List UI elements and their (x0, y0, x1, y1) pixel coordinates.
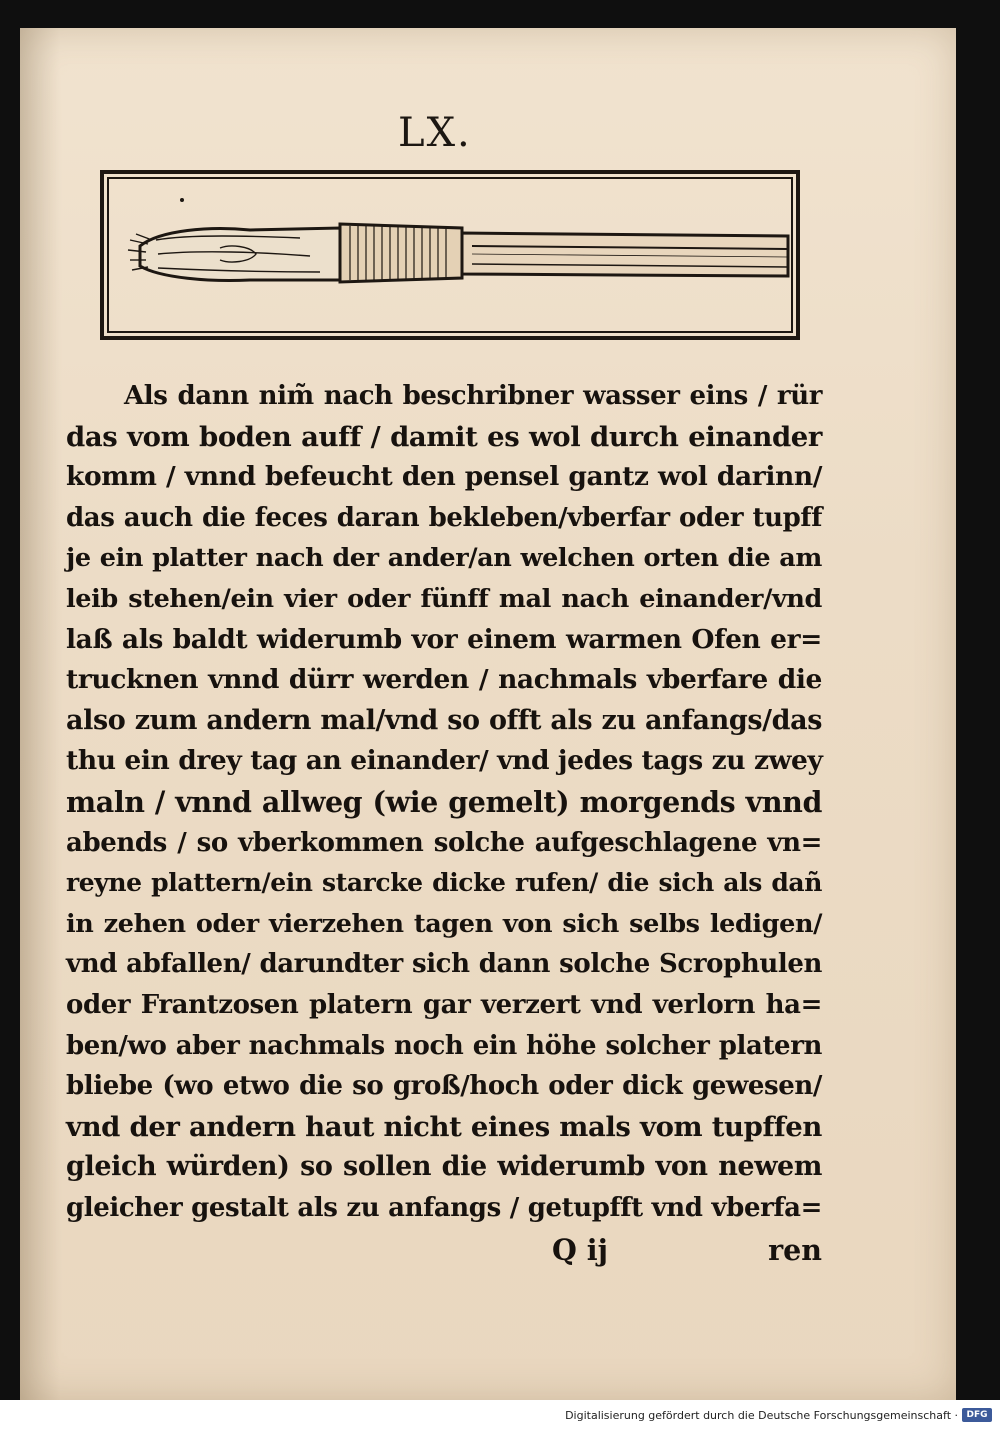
signature-mark: Q ij (552, 1233, 608, 1267)
footer-credit: Digitalisierung gefördert durch die Deutsche Forschungsgemeinschaft · (565, 1409, 958, 1422)
text-line: das auch die feces daran bekleben/vberfar oder tupff (66, 502, 822, 533)
text-line: leib stehen/ein vier oder fünff mal nach einander/vnd (66, 583, 822, 614)
folio-number: LX. (398, 110, 472, 156)
text-line: gleich würden) so sollen die widerumb von newem (66, 1151, 822, 1183)
text-line: oder Frantzosen platern gar verzert vnd verlorn ha= (66, 989, 822, 1020)
text-line: komm / vnnd befeucht den pensel gantz wol darinn/ (66, 461, 822, 493)
catchword: ren (768, 1233, 822, 1267)
text-line: in zehen oder vierzehen tagen von sich selbs ledigen/ (66, 908, 822, 939)
text-line: also zum andern mal/vnd so offt als zu anfangs/das (66, 704, 822, 736)
text-line: laß als baldt widerumb vor einem warmen Ofen er= (66, 623, 822, 655)
text-line: bliebe (wo etwo die so groß/hoch oder dick gewesen/ (66, 1071, 822, 1102)
paintbrush-woodcut-icon (100, 170, 800, 340)
text-line: maln / vnnd allweg (wie gemelt) morgends vnnd (66, 784, 822, 819)
dfg-logo: DFG (962, 1408, 992, 1422)
text-line: ben/wo aber nachmals noch ein höhe solcher platern (66, 1030, 822, 1061)
text-line: vnd der andern haut nicht eines mals vom tupffen (66, 1110, 822, 1143)
page-foot (66, 1233, 822, 1273)
text-line: abends / so vberkommen solche aufgeschlagene vn= (66, 827, 822, 858)
text-line: reyne plattern/ein starcke dicke rufen/ die sich als dañ (66, 868, 822, 898)
text-line: thu ein drey tag an einander/ vnd jedes tags zu zwey (66, 745, 823, 777)
text-line: je ein platter nach der ander/an welchen orten die am (66, 543, 822, 574)
text-line: trucknen vnnd dürr werden / nachmals vberfare die (66, 664, 822, 696)
text-line: das vom boden auff / damit es wol durch einander (66, 420, 822, 453)
book-page (20, 28, 956, 1400)
text-line: vnd abfallen/ darundter sich dann solche Scrophulen (66, 949, 822, 980)
text-line: gleicher gestalt als zu anfangs / getupfft vnd vberfa= (66, 1192, 822, 1223)
gutter-shadow (20, 28, 60, 1400)
text-block (66, 376, 822, 1228)
text-line: Als dann nim̃ nach beschribner wasser eins / rür (124, 381, 822, 411)
footer-bar (0, 1400, 1000, 1430)
